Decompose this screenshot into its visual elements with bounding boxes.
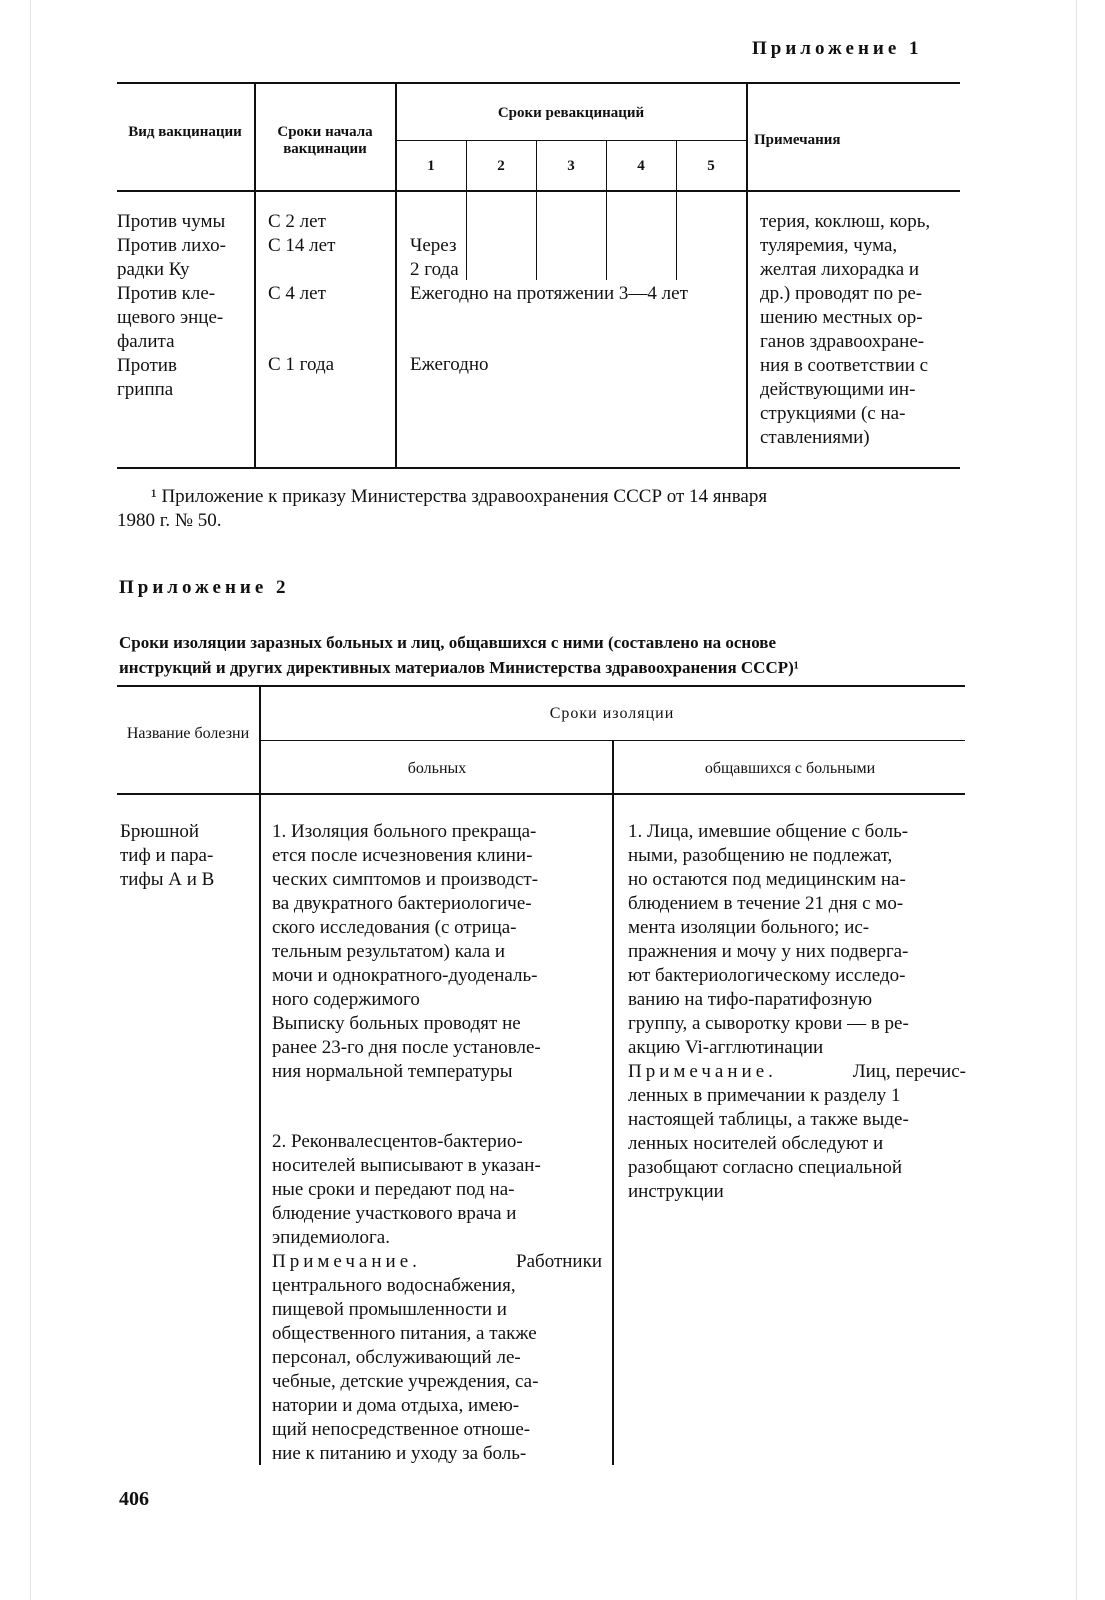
start-encephalitis: С 4 лет	[268, 283, 326, 304]
vaccination-type-line: гриппа	[117, 379, 174, 400]
vaccination-type-line: Против чумы	[117, 211, 226, 232]
revac-influenza: Ежегодно	[410, 354, 489, 375]
contacts-line: блюдением в течение 21 дня с мо-	[628, 893, 904, 914]
header-disease-name: Название болезни	[126, 725, 250, 742]
header-revac-1: 1	[427, 158, 435, 174]
title-line: инструкций и других директивных материалов Министерства здравоохранения СССР)¹	[119, 658, 799, 677]
patients-note-line: чебные, детские учреждения, са-	[272, 1371, 539, 1392]
footnote-line: 1980 г. № 50.	[117, 510, 222, 531]
footnote-line: ¹ Приложение к приказу Министерства здравоохранения СССР от 14 января	[151, 486, 768, 507]
start-influenza: С 1 года	[268, 354, 335, 375]
patients-line: ранее 23-го дня после установле-	[272, 1037, 541, 1058]
patients-note-line: центрального водоснабжения,	[272, 1275, 516, 1296]
vaccination-type-line: радки Ку	[117, 259, 190, 280]
contacts-note-line: ленных носителей обследуют и	[628, 1133, 884, 1154]
contacts-line: акцию Vi-агглютинации	[628, 1037, 824, 1058]
note-line: действующими ин-	[760, 379, 916, 400]
patients-line: 2. Реконвалесцентов-бактерио-	[272, 1131, 523, 1152]
contacts-line: группу, а сыворотку крови — в ре-	[628, 1013, 909, 1034]
note-line: ния в соответствии с	[760, 355, 929, 376]
vaccination-type-line: фалита	[117, 331, 175, 352]
revac-encephalitis: Ежегодно на протяжении 3—4 лет	[410, 283, 688, 304]
disease-line: тифы А и В	[120, 869, 215, 890]
patients-column	[272, 820, 602, 1084]
patients-note-line: пищевой промышленности и	[272, 1299, 507, 1320]
disease-line: тиф и пара-	[120, 845, 214, 866]
revac-line: 2 года	[410, 259, 459, 280]
appendix-1-label: Приложение 1	[752, 38, 923, 59]
vaccination-type-line: Против	[117, 355, 177, 376]
note-line: др.) проводят по ре-	[760, 283, 923, 304]
contacts-note-line: настоящей таблицы, а также выде-	[628, 1109, 909, 1130]
title-line: Сроки изоляции заразных больных и лиц, общавшихся с ними (составлено на основе	[119, 633, 777, 652]
note-first-tail: Работники	[516, 1251, 602, 1272]
patients-line: ного содержимого	[272, 989, 420, 1010]
revac-line: Через	[410, 235, 457, 256]
contacts-line: ными, разобщению не подлежат,	[628, 845, 893, 866]
revac-q-fever	[410, 234, 459, 282]
contacts-note-tail: Лиц, перечис-	[852, 1061, 966, 1082]
vaccination-type-line: щевого энце-	[117, 307, 224, 328]
vaccination-type-column	[117, 210, 226, 402]
contacts-line: ют бактериологическому исследо-	[628, 965, 906, 986]
note-line: желтая лихорадка и	[760, 259, 920, 280]
note-line: шению местных ор-	[760, 307, 923, 328]
contacts-line: но остаются под медицинским на-	[628, 869, 906, 890]
note-line: ганов здравоохране-	[760, 331, 925, 352]
patients-line: блюдение участкового врача и	[272, 1203, 517, 1224]
note-line: туляремия, чума,	[760, 235, 898, 256]
header-notes: Примечания	[754, 132, 841, 148]
header-revac-5: 5	[707, 158, 715, 174]
contacts-column	[628, 820, 966, 1204]
patients-note-first-line	[272, 1250, 602, 1274]
header-revac-4: 4	[637, 158, 645, 174]
contacts-note-line: разобщают согласно специальной	[628, 1157, 903, 1178]
page-number: 406	[119, 1488, 149, 1510]
patients-line: Выписку больных проводят не	[272, 1013, 521, 1034]
note-line: терия, коклюш, корь,	[760, 211, 931, 232]
patients-line: ется после исчезновения клини-	[272, 845, 533, 866]
contacts-line: мента изоляции больного; ис-	[628, 917, 870, 938]
patients-line: ва двукратного бактериологиче-	[272, 893, 532, 914]
vaccination-type-line: Против лихо-	[117, 235, 226, 256]
start-plague: С 2 лет	[268, 211, 326, 232]
contacts-note-line: инструкции	[628, 1181, 724, 1202]
patients-note-line: ние к питанию и уходу за боль-	[272, 1443, 527, 1464]
note-line: ставлениями)	[760, 427, 870, 448]
patients-line: эпидемиолога.	[272, 1227, 390, 1248]
header-isolation-terms: Сроки изоляции	[549, 705, 675, 722]
patients-note-line: щий непосредственное отноше-	[272, 1419, 531, 1440]
appendix-2-label: Приложение 2	[119, 577, 290, 598]
patients-line: 1. Изоляция больного прекраща-	[272, 821, 537, 842]
patients-note-line: персонал, обслуживающий ле-	[272, 1347, 521, 1368]
patients-line: ческих симптомов и производст-	[272, 869, 539, 890]
contacts-line: 1. Лица, имевшие общение с боль-	[628, 821, 909, 842]
notes-column	[760, 210, 962, 450]
note-line: струкциями (с на-	[760, 403, 906, 424]
patients-line: ния нормальной температуры	[272, 1061, 513, 1082]
patients-note-line: общественного питания, а также	[272, 1323, 537, 1344]
disease-column	[120, 820, 214, 892]
header-revac-2: 2	[497, 158, 505, 174]
note-label: Примечание.	[272, 1251, 421, 1272]
patients-line: мочи и однократного-дуоденаль-	[272, 965, 538, 986]
note-label: Примечание.	[628, 1061, 777, 1082]
contacts-line: пражнения и мочу у них подверга-	[628, 941, 909, 962]
start-q-fever: С 14 лет	[268, 235, 336, 256]
header-vaccination-start: Сроки начала вакцинации	[277, 124, 373, 157]
patients-line: ные сроки и передают под на-	[272, 1179, 515, 1200]
header-vaccination-type: Вид вакцинации	[128, 124, 242, 140]
patients-line: ского исследования (с отрица-	[272, 917, 517, 938]
patients-note-line: натории и дома отдыха, имею-	[272, 1395, 520, 1416]
header-revaccination-terms: Сроки ревакцинаций	[497, 105, 645, 121]
header-contacts: общавшихся с больными	[704, 760, 876, 777]
patients-line: тельным результатом) кала и	[272, 941, 506, 962]
header-patients: больных	[407, 760, 467, 777]
contacts-note-line: ленных в примечании к разделу 1	[628, 1085, 901, 1106]
patients-line: носителей выписывают в указан-	[272, 1155, 541, 1176]
footnote-1	[117, 485, 962, 533]
header-revac-3: 3	[567, 158, 575, 174]
disease-line: Брюшной	[120, 821, 200, 842]
isolation-table-title	[119, 630, 969, 680]
contacts-line: ванию на тифо-паратифозную	[628, 989, 873, 1010]
vaccination-type-line: Против кле-	[117, 283, 216, 304]
contacts-note-first-line	[628, 1060, 966, 1084]
patients-column-part-2	[272, 1130, 602, 1466]
